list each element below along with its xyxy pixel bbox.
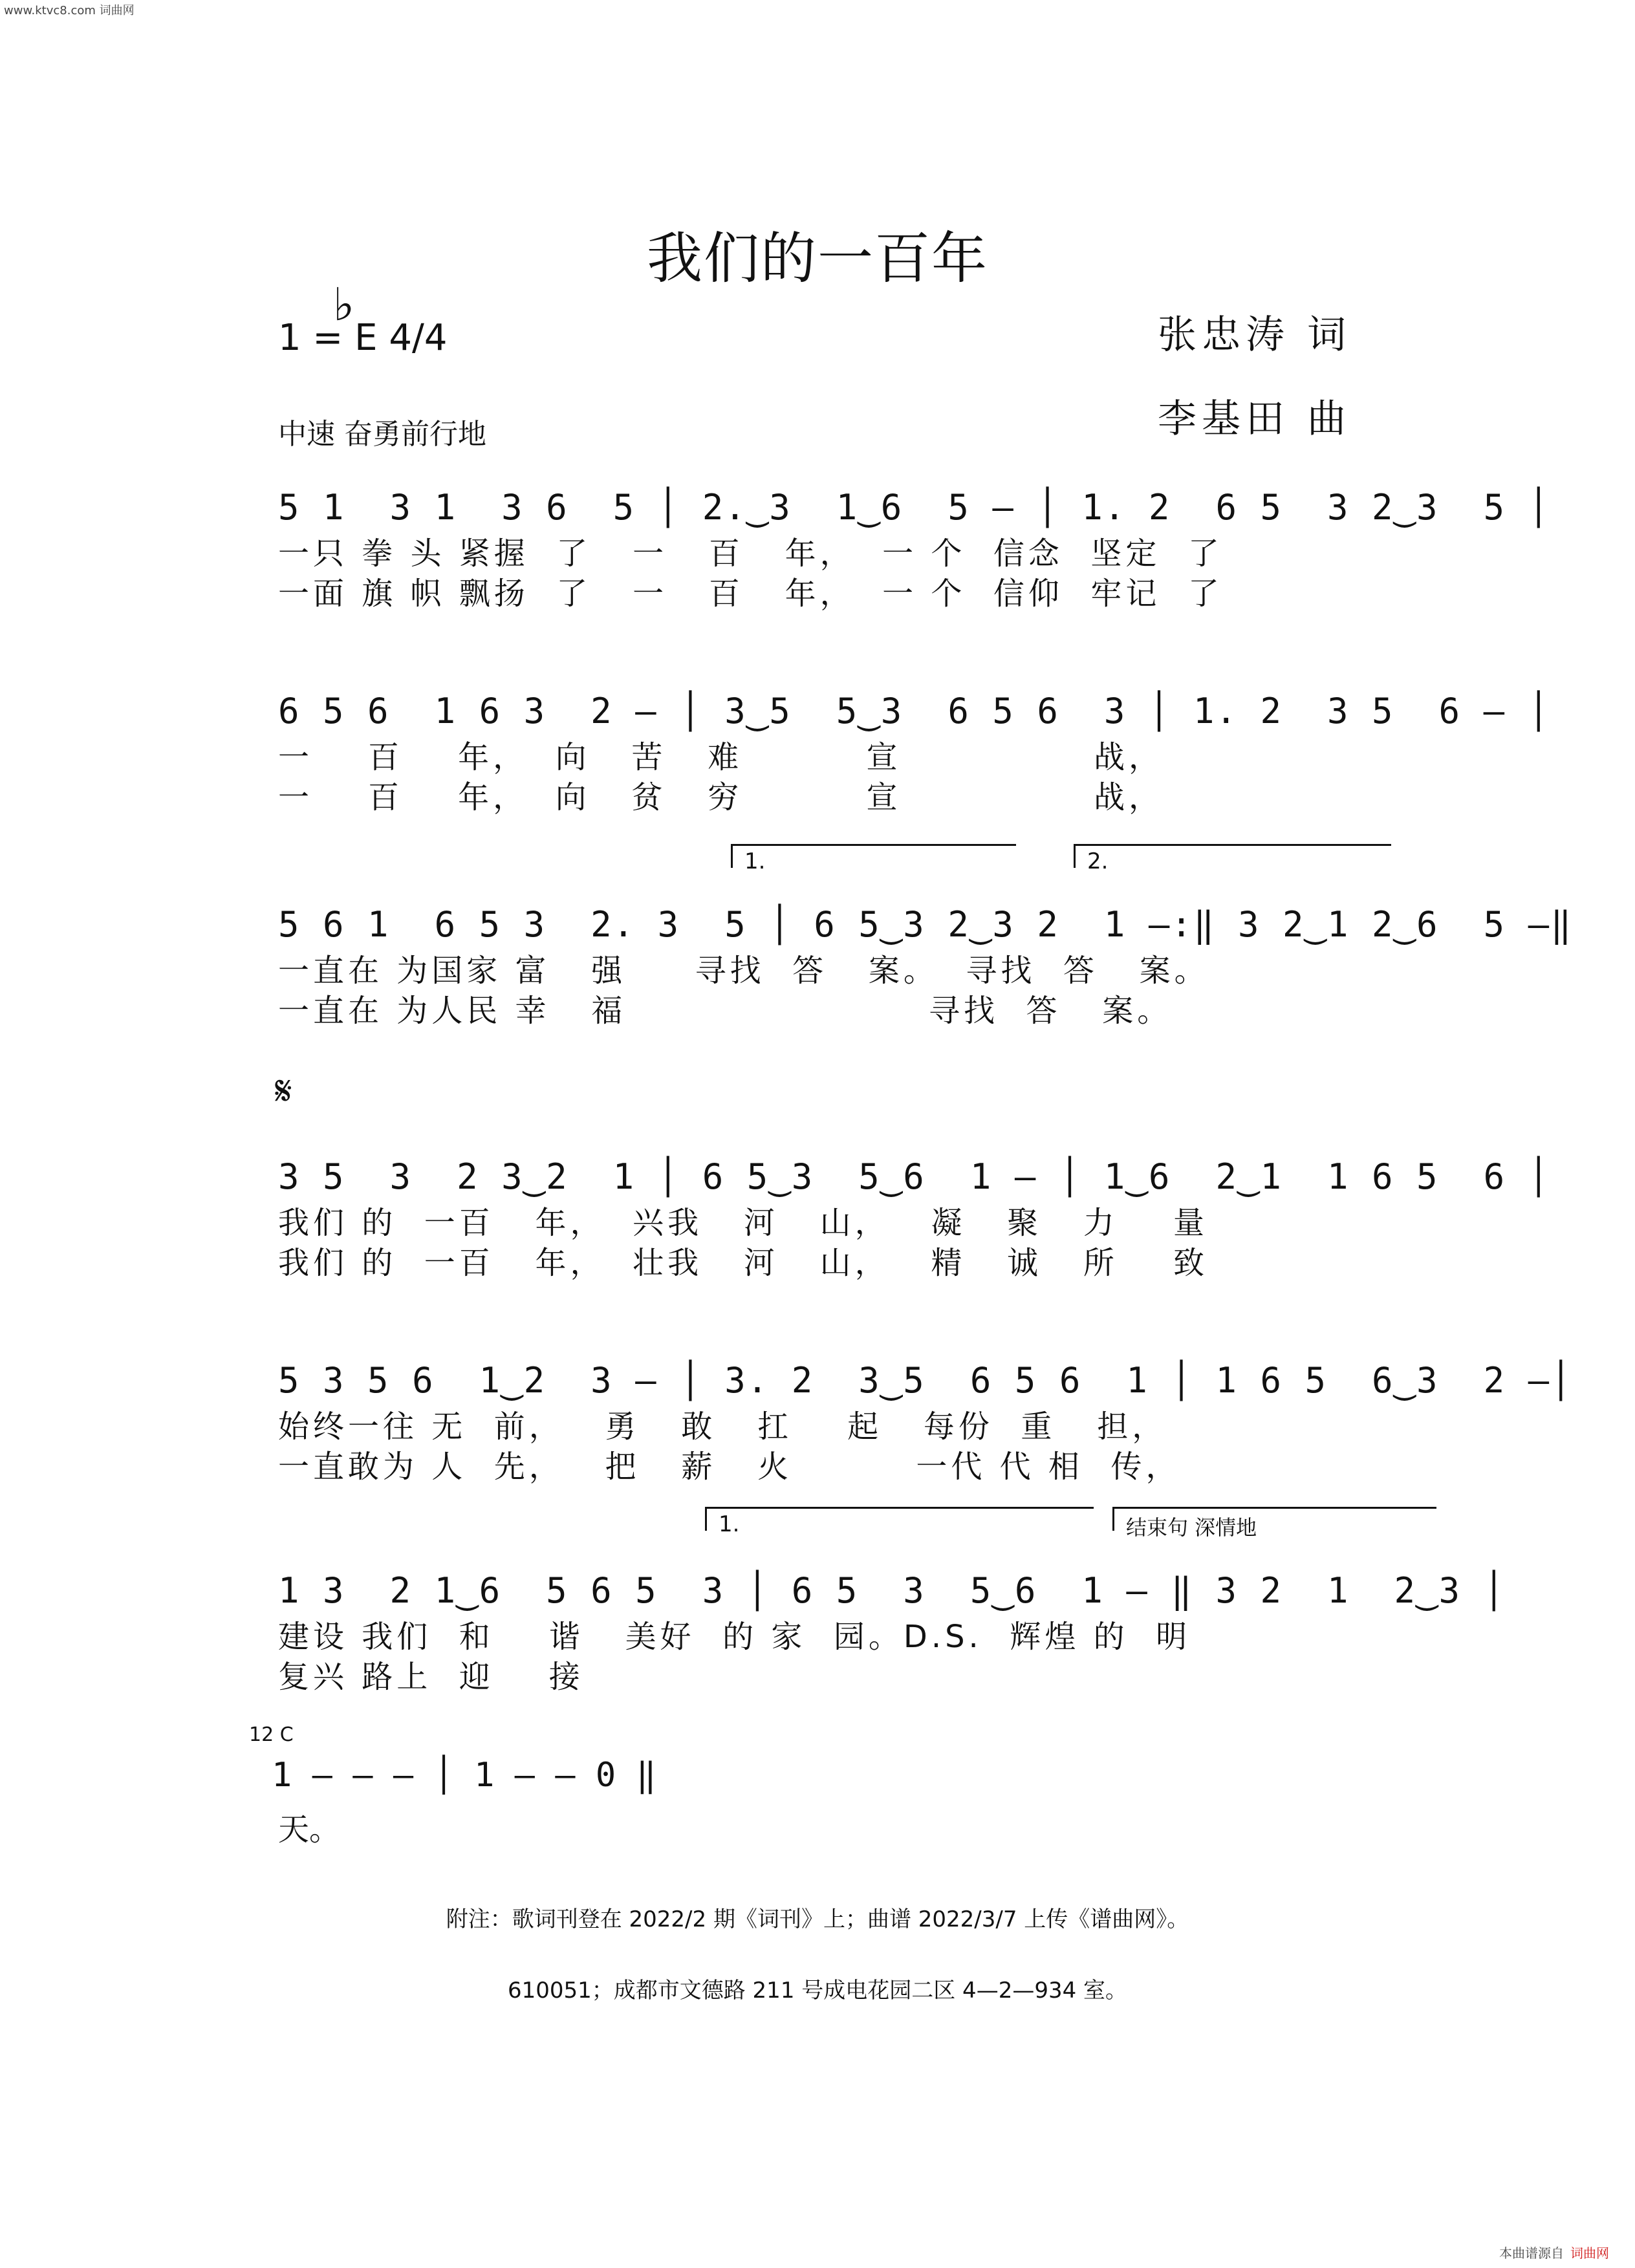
lyric-verse-2: 我们 的 一百 年， 壮我 河 山， 精 诚 所 致 bbox=[278, 1245, 1208, 1281]
lyric-verse-2: 一 百 年， 向 贫 穷 宣 战， bbox=[278, 779, 1164, 815]
footnote-address: 610051；成都市文德路 211 号成电花园二区 4—2—934 室。 bbox=[507, 1978, 1128, 2003]
system-1 bbox=[278, 482, 1551, 614]
notation-line: 5 1 3 1 3 6 5 │ 2.‿3 1‿6 5 — │ 1. 2 6 5 3 2‿3 5 │ bbox=[278, 487, 1551, 528]
lyric-verse-1: 我们 的 一百 年， 兴我 河 山， 凝 聚 力 量 bbox=[278, 1205, 1208, 1241]
lyricist-credit: 张忠涛 词 bbox=[1158, 312, 1352, 358]
volta-first-ending: 1. bbox=[705, 1507, 1094, 1531]
volta-final-phrase: 结束句 深情地 bbox=[1112, 1507, 1436, 1531]
notation-line: 6 5 6 1 6 3 2 — │ 3‿5 5‿3 6 5 6 3 │ 1. 2 3 5 6 — │ bbox=[278, 691, 1551, 731]
lyric-verse-2: 一面 旗 帜 飘扬 了 一 百 年， 一 个 信仰 牢记 了 bbox=[278, 576, 1223, 612]
lyric-verse-1: 一直在 为国家 富 强 寻找 答 案。 寻找 答 案。 bbox=[278, 953, 1209, 989]
notation-line: 3 5 3 2 3‿2 1 │ 6 5‿3 5‿6 1 — │ 1‿6 2‿1 1 6 5 6 │ bbox=[278, 1156, 1551, 1197]
system-2 bbox=[278, 686, 1551, 817]
ending-notation: 1 — — — │ 1 — — 0 ‖ bbox=[272, 1756, 656, 1795]
notation-line: 1 3 2 1‿6 5 6 5 3 │ 6 5 3 5‿6 1 — ‖ 3 2 1 2‿3 │ bbox=[278, 1570, 1506, 1611]
lyric-verse-1: 始终一往 无 前， 勇 敢 扛 起 每份 重 担， bbox=[278, 1409, 1167, 1445]
system-5 bbox=[278, 1355, 1573, 1487]
page-title: 我们的一百年 bbox=[647, 226, 988, 291]
system-6 bbox=[278, 1565, 1506, 1697]
key-signature: 1 = E 4/4 bbox=[278, 317, 448, 359]
tempo-marking: 中速 奋勇前行地 bbox=[278, 418, 486, 451]
composer-credit: 李基田 曲 bbox=[1158, 396, 1352, 442]
segno-icon: 𝄋 bbox=[275, 1067, 292, 1114]
lyric-verse-2: 一直敢为 人 先， 把 薪 火 一代 代 相 传， bbox=[278, 1449, 1181, 1485]
lyric-verse-1: 一只 拳 头 紧握 了 一 百 年， 一 个 信念 坚定 了 bbox=[278, 535, 1223, 572]
footnote-publication: 附注：歌词刊登在 2022/2 期《词刊》上；曲谱 2022/3/7 上传《谱曲网》。 bbox=[446, 1906, 1189, 1932]
corner-stamp-text: 本曲谱源自 bbox=[1499, 2245, 1564, 2261]
key-flat-sign: ♭ bbox=[333, 278, 355, 331]
volta-first-ending: 1. bbox=[731, 844, 1016, 868]
corner-site-name: 词曲网 bbox=[1570, 2245, 1609, 2261]
lyric-verse-2: 一直在 为人民 幸 福 寻找 答 案。 bbox=[278, 993, 1173, 1029]
lyric-verse-2: 复兴 路上 迎 接 bbox=[278, 1659, 584, 1695]
ending-lyric: 天。 bbox=[278, 1811, 341, 1848]
notation-line: 5 6 1 6 5 3 2. 3 5 │ 6 5‿3 2‿3 2 1 —:‖ 3 2‿1 2‿6 5 —‖ bbox=[278, 904, 1573, 945]
lyric-verse-1: 一 百 年， 向 苦 难 宣 战， bbox=[278, 739, 1164, 775]
ending-prefix: 12 C bbox=[249, 1723, 294, 1746]
lyric-verse-1: 建设 我们 和 谐 美好 的 家 园。D.S. 辉煌 的 明 bbox=[278, 1619, 1191, 1655]
system-3 bbox=[278, 899, 1573, 1031]
system-4 bbox=[278, 1151, 1551, 1283]
notation-line: 5 3 5 6 1‿2 3 — │ 3. 2 3‿5 6 5 6 1 │ 1 6 5 6‿3 2 —│ bbox=[278, 1360, 1573, 1401]
corner-stamp bbox=[1499, 2243, 1609, 2262]
watermark: www.ktvc8.com 词曲网 bbox=[4, 4, 135, 17]
volta-second-ending: 2. bbox=[1074, 844, 1391, 868]
